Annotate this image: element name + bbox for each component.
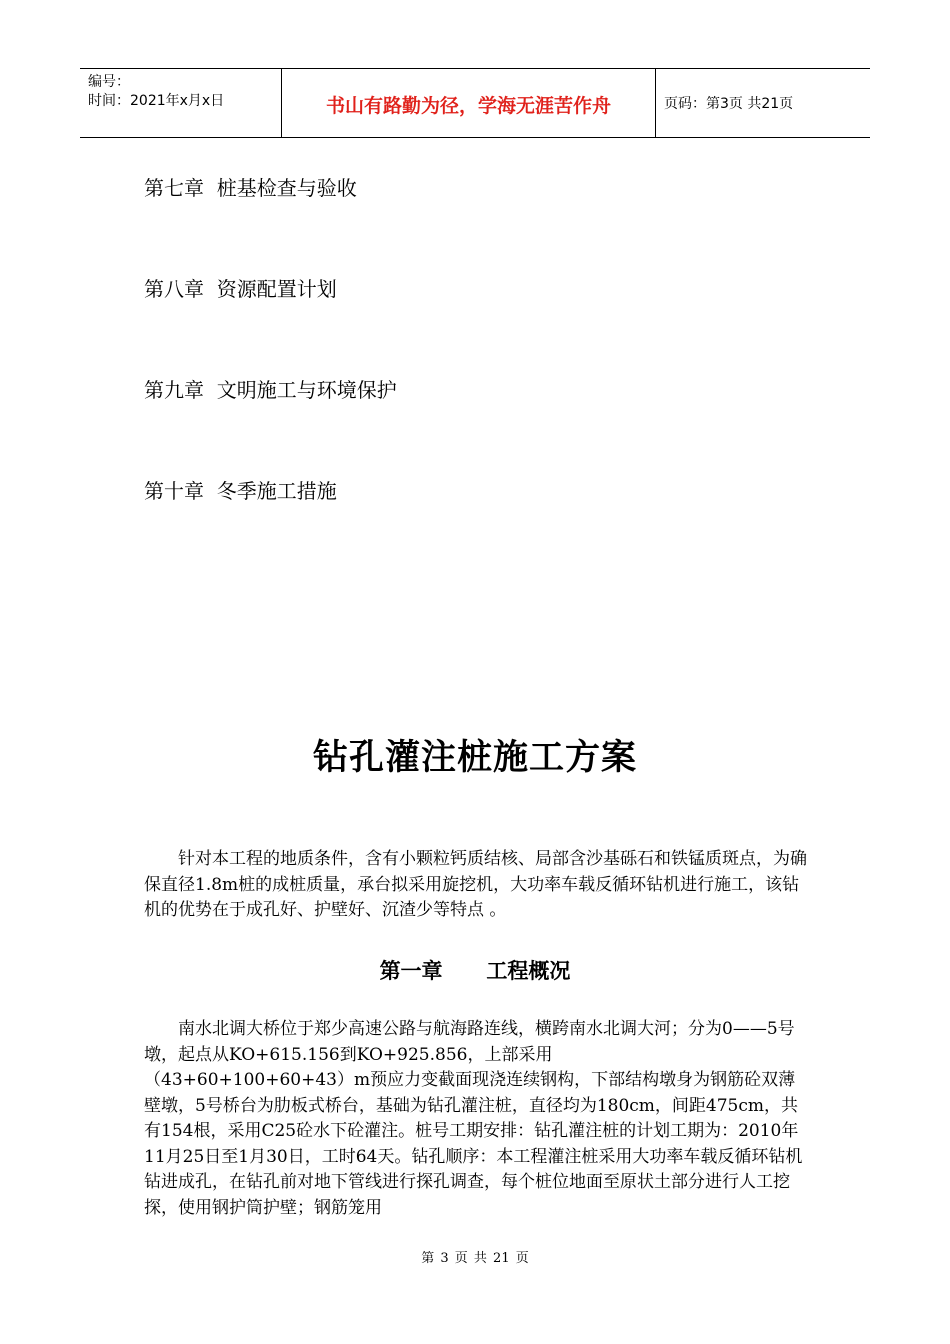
chapter-1-paragraph-line-2: （43+60+100+60+43）m预应力变截面现浇连续钢构，下部结构墩身为钢筋砼双薄壁墩，5号桥台为肋板式桥台，基础为钻孔灌注桩，直径均为180cm，间距475cm，共有154根，采用C25砼水下砼灌注。桩号工期安排：钻孔灌注桩的计划工期为：2010年11月25日至1月30日，工时64天。钻孔顺序：本工程灌注桩采用大功率车载反循环钻机钻进成孔，在钻孔前对地下管线进行探孔调查，每个桩位地面至原状土部分进行人工挖探，使用钢护筒护壁；钢筋笼用	[144, 1070, 803, 1218]
toc-chapter-number: 第八章	[144, 277, 204, 301]
chapter-1-heading: 第一章 工程概况	[379, 959, 571, 983]
document-time-label: 时间：2021年x月x日	[88, 93, 225, 109]
intro-paragraph: 针对本工程的地质条件，含有小颗粒钙质结核、局部含沙基砾石和铁锰质斑点，为确保直径1.8m桩的成桩质量，承台拟采用旋挖机，大功率车载反循环钻机进行施工，该钻机的优势在于成孔好、护壁好、沉渣少等特点 。	[144, 849, 807, 920]
chapter-1-paragraph	[144, 1017, 808, 1221]
toc-chapter-number: 第七章	[144, 176, 204, 200]
toc-chapter-title: 资源配置计划	[216, 277, 337, 301]
toc-entry-7	[144, 172, 357, 201]
toc-chapter-title: 冬季施工措施	[216, 479, 337, 503]
toc-chapter-title: 文明施工与环境保护	[216, 378, 397, 402]
toc-entry-8	[144, 273, 337, 302]
header-page-info: 页码：第3页 共21页	[664, 96, 794, 112]
header-motto: 书山有路勤为径，学海无涯苦作舟	[282, 69, 656, 137]
chapter-1-paragraph-line-1: 南水北调大桥位于郑少高速公路与航海路连线，横跨南水北调大河；分为0——5号墩，起点从KO+615.156到KO+925.856，上部采用	[144, 1019, 795, 1065]
toc-chapter-number: 第十章	[144, 479, 204, 503]
page-footer: 第 3 页 共 21 页	[421, 1251, 529, 1266]
toc-chapter-number: 第九章	[144, 378, 204, 402]
document-title: 钻孔灌注桩施工方案	[312, 738, 637, 778]
toc-entry-9	[144, 374, 397, 403]
toc-chapter-title: 桩基检查与验收	[216, 176, 357, 200]
toc-entry-10	[144, 475, 337, 504]
header-meta-cell	[80, 69, 282, 137]
page-header	[80, 68, 870, 138]
document-number-label: 编号：	[88, 74, 130, 90]
